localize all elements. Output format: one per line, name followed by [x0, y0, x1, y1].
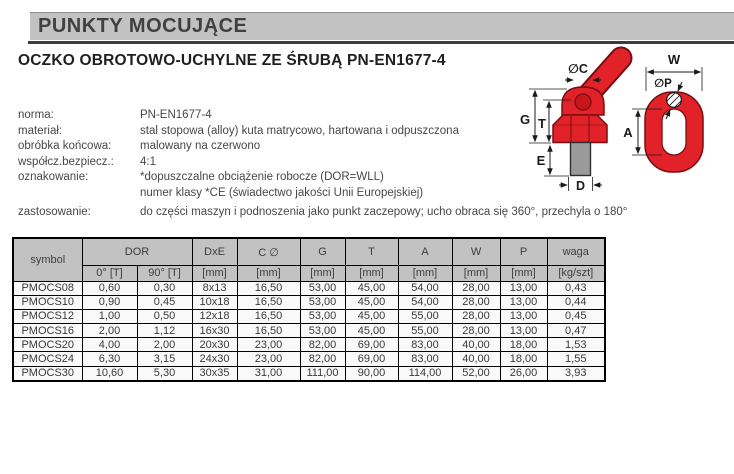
value-cell: 55,00: [398, 324, 452, 338]
value-cell: 1,12: [137, 324, 192, 338]
eyebolt-eye-hole: [575, 94, 591, 110]
table-row: [13, 324, 605, 338]
column-header-g: G: [300, 238, 345, 266]
unit-header: [mm]: [192, 266, 237, 282]
table-header-row: [13, 238, 605, 266]
spec-value: 4:1: [140, 155, 156, 168]
value-cell: 90,00: [345, 366, 398, 381]
value-cell: 0,50: [137, 309, 192, 323]
value-cell: 1,00: [82, 309, 137, 323]
value-cell: 0,90: [82, 295, 137, 309]
value-cell: 45,00: [345, 309, 398, 323]
column-header-c: C ∅: [237, 238, 300, 266]
value-cell: 24x30: [192, 352, 237, 366]
value-cell: 82,00: [300, 352, 345, 366]
spec-row: [18, 170, 528, 186]
dim-arrow-p-top: [678, 82, 682, 91]
value-cell: 28,00: [452, 281, 500, 295]
value-cell: 53,00: [300, 281, 345, 295]
column-header-waga: waga: [547, 238, 605, 266]
value-cell: 54,00: [398, 281, 452, 295]
value-cell: 55,00: [398, 309, 452, 323]
column-header-a: A: [398, 238, 452, 266]
value-cell: 5,30: [137, 366, 192, 381]
value-cell: 3,93: [547, 366, 605, 381]
value-cell: 111,00: [300, 366, 345, 381]
symbol-cell: PMOCS12: [13, 309, 82, 323]
value-cell: 0,47: [547, 324, 605, 338]
spec-label: oznakowanie:: [18, 171, 89, 184]
value-cell: 10x18: [192, 295, 237, 309]
value-cell: 16,50: [237, 281, 300, 295]
spec-row: [18, 124, 528, 140]
value-cell: 23,00: [237, 338, 300, 352]
spec-row: [18, 205, 628, 221]
dim-label-p: ∅P: [654, 78, 672, 90]
value-cell: 52,00: [452, 366, 500, 381]
spec-label: norma:: [18, 109, 54, 121]
eyebolt-drawing: [520, 58, 621, 193]
value-cell: 0,45: [547, 309, 605, 323]
value-cell: 83,00: [398, 338, 452, 352]
spec-row: [18, 155, 528, 171]
unit-header: [mm]: [345, 266, 398, 282]
value-cell: 28,00: [452, 309, 500, 323]
spec-row: [18, 108, 528, 124]
value-cell: 0,44: [547, 295, 605, 309]
column-header-symbol: symbol: [13, 238, 82, 281]
value-cell: 45,00: [345, 281, 398, 295]
masterlink-hole: [662, 109, 686, 155]
value-cell: 16,50: [237, 309, 300, 323]
table-row: [13, 309, 605, 323]
eyebolt-hex-nut: [553, 115, 607, 143]
value-cell: 83,00: [398, 352, 452, 366]
value-cell: 13,00: [500, 295, 547, 309]
page-title: PUNKTY MOCUJĄCE: [38, 15, 248, 37]
value-cell: 0,30: [137, 281, 192, 295]
value-cell: 40,00: [452, 338, 500, 352]
value-cell: 114,00: [398, 366, 452, 381]
spec-label: [18, 186, 140, 202]
header-rule: [28, 41, 734, 44]
value-cell: 53,00: [300, 295, 345, 309]
dim-label-c: ∅C: [568, 62, 588, 76]
table-row: [13, 352, 605, 366]
value-cell: 0,45: [137, 295, 192, 309]
unit-header: [mm]: [300, 266, 345, 282]
value-cell: 53,00: [300, 324, 345, 338]
table-row: [13, 366, 605, 381]
dim-label-t: T: [538, 116, 546, 131]
spec-value: do części maszyn i podnoszenia jako punkt zaczepowy; ucho obraca się 360°, przechyla o 180°: [140, 205, 628, 218]
symbol-cell: PMOCS08: [13, 281, 82, 295]
value-cell: 40,00: [452, 352, 500, 366]
symbol-cell: PMOCS10: [13, 295, 82, 309]
table-row: [13, 295, 605, 309]
column-header-dor: DOR: [82, 238, 192, 266]
unit-header: [kg/szt]: [547, 266, 605, 282]
spec-value: stal stopowa (alloy) kuta matrycowo, hartowana i odpuszczona: [140, 124, 459, 137]
value-cell: 13,00: [500, 324, 547, 338]
column-header-dxe: DxE: [192, 238, 237, 266]
unit-header: 0° [T]: [82, 266, 137, 282]
unit-header: [mm]: [398, 266, 452, 282]
value-cell: 12x18: [192, 309, 237, 323]
spec-value: *dopuszczalne obciążenie robocze (DOR=WLL): [140, 171, 384, 184]
header-bar: [30, 12, 734, 40]
value-cell: 1,55: [547, 352, 605, 366]
eyebolt-threaded-stud: [571, 143, 591, 176]
value-cell: 16,50: [237, 295, 300, 309]
value-cell: 54,00: [398, 295, 452, 309]
unit-header: [mm]: [452, 266, 500, 282]
spec-value: PN-EN1677-4: [140, 109, 212, 121]
masterlink-drawing: [623, 52, 703, 172]
value-cell: 45,00: [345, 295, 398, 309]
product-title: OCZKO OBROTOWO-UCHYLNE ZE ŚRUBĄ PN-EN1677-4: [18, 52, 446, 69]
dim-label-w: W: [667, 52, 681, 67]
value-cell: 28,00: [452, 324, 500, 338]
value-cell: 18,00: [500, 338, 547, 352]
spec-label: materiał:: [18, 124, 63, 137]
value-cell: 26,00: [500, 366, 547, 381]
value-cell: 13,00: [500, 281, 547, 295]
ring-cross-section: [667, 93, 682, 108]
dim-label-e: E: [536, 153, 546, 168]
symbol-cell: PMOCS30: [13, 366, 82, 381]
spec-value: malowany na czerwono: [140, 140, 261, 153]
spec-row: [18, 139, 528, 155]
value-cell: 6,30: [82, 352, 137, 366]
value-cell: 1,53: [547, 338, 605, 352]
value-cell: 2,00: [82, 324, 137, 338]
unit-header: [mm]: [237, 266, 300, 282]
value-cell: 8x13: [192, 281, 237, 295]
value-cell: 18,00: [500, 352, 547, 366]
value-cell: 53,00: [300, 309, 345, 323]
table-row: [13, 281, 605, 295]
symbol-cell: PMOCS20: [13, 338, 82, 352]
value-cell: 45,00: [345, 324, 398, 338]
value-cell: 31,00: [237, 366, 300, 381]
value-cell: 69,00: [345, 352, 398, 366]
dimension-table: [12, 237, 606, 382]
dim-label-d: D: [575, 179, 586, 193]
spec-value: numer klasy *CE (świadectwo jakości Unii Europejskiej): [140, 186, 424, 199]
spec-row: [18, 186, 528, 202]
value-cell: 82,00: [300, 338, 345, 352]
unit-header: [mm]: [500, 266, 547, 282]
spec-label: zastosowanie:: [18, 205, 91, 218]
value-cell: 4,00: [82, 338, 137, 352]
value-cell: 10,60: [82, 366, 137, 381]
table-row: [13, 338, 605, 352]
symbol-cell: PMOCS24: [13, 352, 82, 366]
value-cell: 0,43: [547, 281, 605, 295]
spec-label: współcz.bezpiecz.:: [18, 155, 114, 168]
value-cell: 23,00: [237, 352, 300, 366]
value-cell: 13,00: [500, 309, 547, 323]
dim-label-g: G: [519, 112, 531, 127]
column-header-w: W: [452, 238, 500, 266]
technical-drawing: [515, 45, 734, 200]
value-cell: 20x30: [192, 338, 237, 352]
value-cell: 16,50: [237, 324, 300, 338]
column-header-t: T: [345, 238, 398, 266]
value-cell: 3,15: [137, 352, 192, 366]
value-cell: 16x30: [192, 324, 237, 338]
value-cell: 0,60: [82, 281, 137, 295]
value-cell: 30x35: [192, 366, 237, 381]
dim-label-a: A: [623, 125, 633, 140]
spec-label: obróbka końcowa:: [18, 140, 112, 153]
value-cell: 69,00: [345, 338, 398, 352]
unit-header: 90° [T]: [137, 266, 192, 282]
value-cell: 28,00: [452, 295, 500, 309]
symbol-cell: PMOCS16: [13, 324, 82, 338]
value-cell: 2,00: [137, 338, 192, 352]
spec-list: [18, 108, 628, 220]
table-unit-row: [13, 266, 605, 282]
column-header-p: P: [500, 238, 547, 266]
